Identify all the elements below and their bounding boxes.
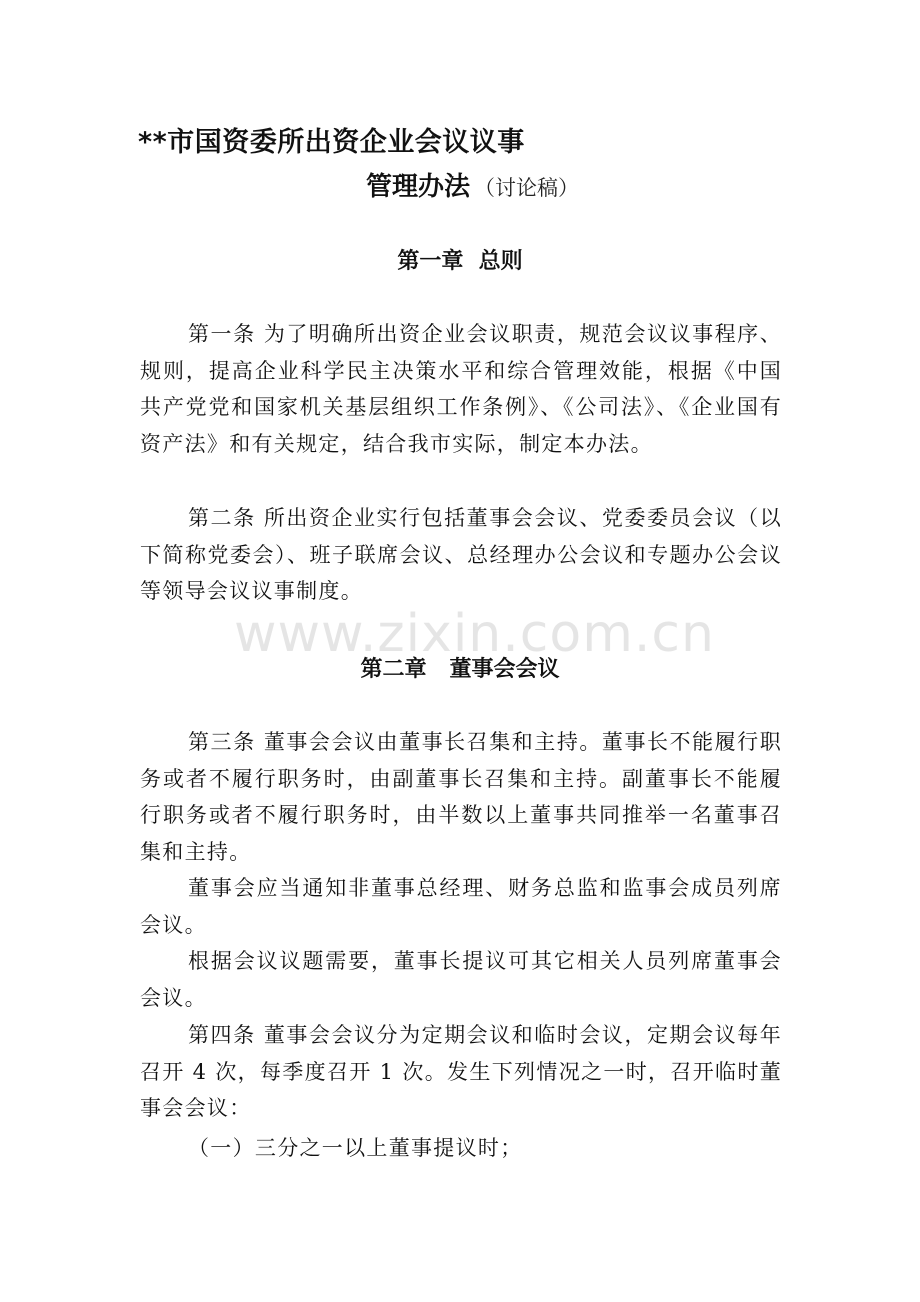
list-item-1: （一）三分之一以上董事提议时； xyxy=(188,1136,523,1160)
article-3-paragraph: 第三条 董事会会议由董事长召集和主持。董事长不能履行职务或者不履行职务时，由副董事长召集和主持。副董事长不能履行职务或者不履行职务时，由半数以上董事共同推举一名董事召集和主持。 xyxy=(140,730,782,864)
board-attendance-paragraph: 董事会应当通知非董事总经理、财务总监和监事会成员列席会议。 xyxy=(140,876,782,937)
article-1-paragraph: 第一条 为了明确所出资企业会议职责，规范会议议事程序、规则，提高企业科学民主决策水平和综合管理效能，根据《中国共产党党和国家机关基层组织工作条例》、《公司法》、《企业国有资产法》和有关规定，结合我市实际，制定本办法。 xyxy=(140,322,782,456)
chairman-proposal-paragraph: 根据会议议题需要，董事长提议可其它相关人员列席董事会会议。 xyxy=(140,949,782,1010)
watermark: www.zixin.com.cn xyxy=(234,604,715,664)
article-2-paragraph: 第二条 所出资企业实行包括董事会会议、党委委员会议（以下简称党委会）、班子联席会议、总经理办公会议和专题办公会议等领导会议议事制度。 xyxy=(140,506,782,603)
document-title-line2 xyxy=(366,166,579,203)
chapter-heading-1: 第一章 总则 xyxy=(397,249,523,274)
article-4-paragraph: 第四条 董事会会议分为定期会议和临时会议，定期会议每年召开 4 次，每季度召开 1 次。发生下列情况之一时，召开临时董事会会议： xyxy=(140,1023,782,1120)
document-draft-label: （讨论稿） xyxy=(474,176,580,200)
chapter-heading-2: 第二章 董事会会议 xyxy=(360,657,560,682)
document-title-line1: **市国资委所出资企业会议议事 xyxy=(138,127,525,158)
document-title-main: 管理办法 xyxy=(366,172,471,202)
